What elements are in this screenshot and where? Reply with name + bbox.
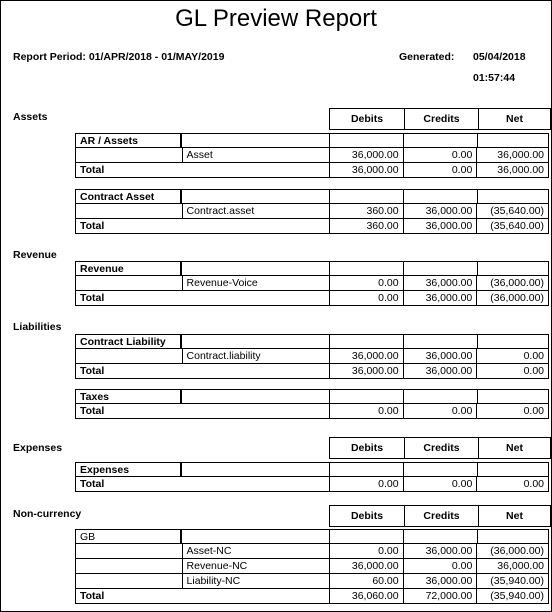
total-row [75,218,549,234]
group-expenses [75,462,549,492]
group-taxes [75,389,549,419]
group-contract-liability [75,334,549,379]
total-debits: 36,000.00 [329,364,403,378]
total-label: Total [80,365,105,377]
group-name-row [75,462,549,476]
total-credits: 72,000.00 [403,589,477,603]
column-header-row [329,505,551,527]
credits-header: Credits [404,438,478,458]
section-liabilities: Liabilities [13,321,62,333]
account-name: Contract.liability [182,349,329,363]
total-debits: 0.00 [329,477,403,491]
total-label: Total [80,164,105,176]
net-header: Net [478,438,550,458]
total-row [75,476,549,492]
generated-time: 01:57:44 [473,72,516,84]
total-credits: 0.00 [403,163,477,177]
net-header: Net [478,506,550,526]
account-name: Liability-NC [182,574,329,588]
debits-cell: 0.00 [329,276,403,290]
debits-header: Debits [350,510,384,522]
report-period: Report Period: 01/APR/2018 - 01/MAY/2019 [13,51,225,63]
generated-date: 05/04/2018 [473,51,526,63]
debits-cell: 36,000.00 [329,148,403,162]
net-cell: (35,940.00) [476,574,548,588]
debits-header: Debits [350,113,384,125]
total-debits: 0.00 [329,291,403,305]
total-net: 0.00 [476,477,548,491]
account-name: Asset [182,148,329,162]
total-row [75,588,549,604]
credits-cell: 36,000.00 [403,544,477,558]
group-ar-assets [75,133,549,178]
group-name: Contract Liability [75,334,181,348]
total-net: 36,000.00 [476,163,548,177]
total-credits: 36,000.00 [403,364,477,378]
total-debits: 36,060.00 [329,589,403,603]
total-net: 0.00 [476,404,548,418]
group-gb [75,529,549,604]
debits-cell: 0.00 [329,544,403,558]
total-label: Total [80,405,105,417]
group-name: Taxes [75,389,181,403]
credits-cell: 0.00 [403,559,477,573]
column-header-row [329,108,551,130]
report-title: GL Preview Report [175,5,377,32]
total-row [75,162,549,178]
debits-cell: 36,000.00 [329,349,403,363]
table-row [75,573,549,588]
account-name: Asset-NC [182,544,329,558]
group-name-row [75,261,549,275]
group-contract-asset [75,189,549,234]
group-name-row [75,189,549,203]
column-header-row [329,437,551,459]
account-name: Contract.asset [182,204,329,218]
group-name: Expenses [75,462,181,476]
total-debits: 0.00 [329,404,403,418]
group-name-row [75,334,549,348]
group-name-row [75,133,549,147]
credits-header: Credits [404,109,478,129]
credits-cell: 36,000.00 [403,574,477,588]
table-row [75,203,549,218]
group-name: AR / Assets [75,133,181,147]
total-net: (35,640.00) [476,219,548,233]
section-non-currency: Non-currency [13,508,82,520]
credits-cell: 0.00 [403,148,477,162]
total-row [75,363,549,379]
debits-cell: 36,000.00 [329,559,403,573]
group-revenue [75,261,549,306]
generated-label: Generated: [399,51,455,63]
credits-header: Credits [404,506,478,526]
net-cell: 0.00 [476,349,548,363]
total-label: Total [80,590,105,602]
table-row [75,543,549,558]
total-net: 0.00 [476,364,548,378]
group-name-row [75,529,549,543]
total-label: Total [80,478,105,490]
total-credits: 0.00 [403,404,477,418]
section-expenses: Expenses [13,442,63,454]
table-row [75,147,549,162]
total-net: (35,940.00) [476,589,548,603]
total-row [75,403,549,419]
group-name: Revenue [75,261,181,275]
table-row [75,348,549,363]
net-header: Net [478,109,550,129]
group-name: GB [75,529,181,543]
table-row [75,275,549,290]
credits-cell: 36,000.00 [403,349,477,363]
debits-cell: 60.00 [329,574,403,588]
net-cell: 36,000.00 [476,559,548,573]
table-row [75,558,549,573]
total-credits: 36,000.00 [403,219,477,233]
debits-cell: 360.00 [329,204,403,218]
section-assets: Assets [13,111,48,123]
debits-header: Debits [350,442,384,454]
net-cell: (36,000.00) [476,276,548,290]
total-credits: 36,000.00 [403,291,477,305]
total-label: Total [80,220,105,232]
group-name: Contract Asset [75,189,181,203]
total-debits: 360.00 [329,219,403,233]
account-name: Revenue-Voice [182,276,329,290]
net-cell: (36,000.00) [476,544,548,558]
total-row [75,290,549,306]
total-debits: 36,000.00 [329,163,403,177]
total-credits: 0.00 [403,477,477,491]
account-name: Revenue-NC [182,559,329,573]
group-name-row [75,389,549,403]
credits-cell: 36,000.00 [403,204,477,218]
total-net: (36,000.00) [476,291,548,305]
total-label: Total [80,292,105,304]
credits-cell: 36,000.00 [403,276,477,290]
net-cell: 36,000.00 [476,148,548,162]
net-cell: (35,640.00) [476,204,548,218]
section-revenue: Revenue [13,249,57,261]
